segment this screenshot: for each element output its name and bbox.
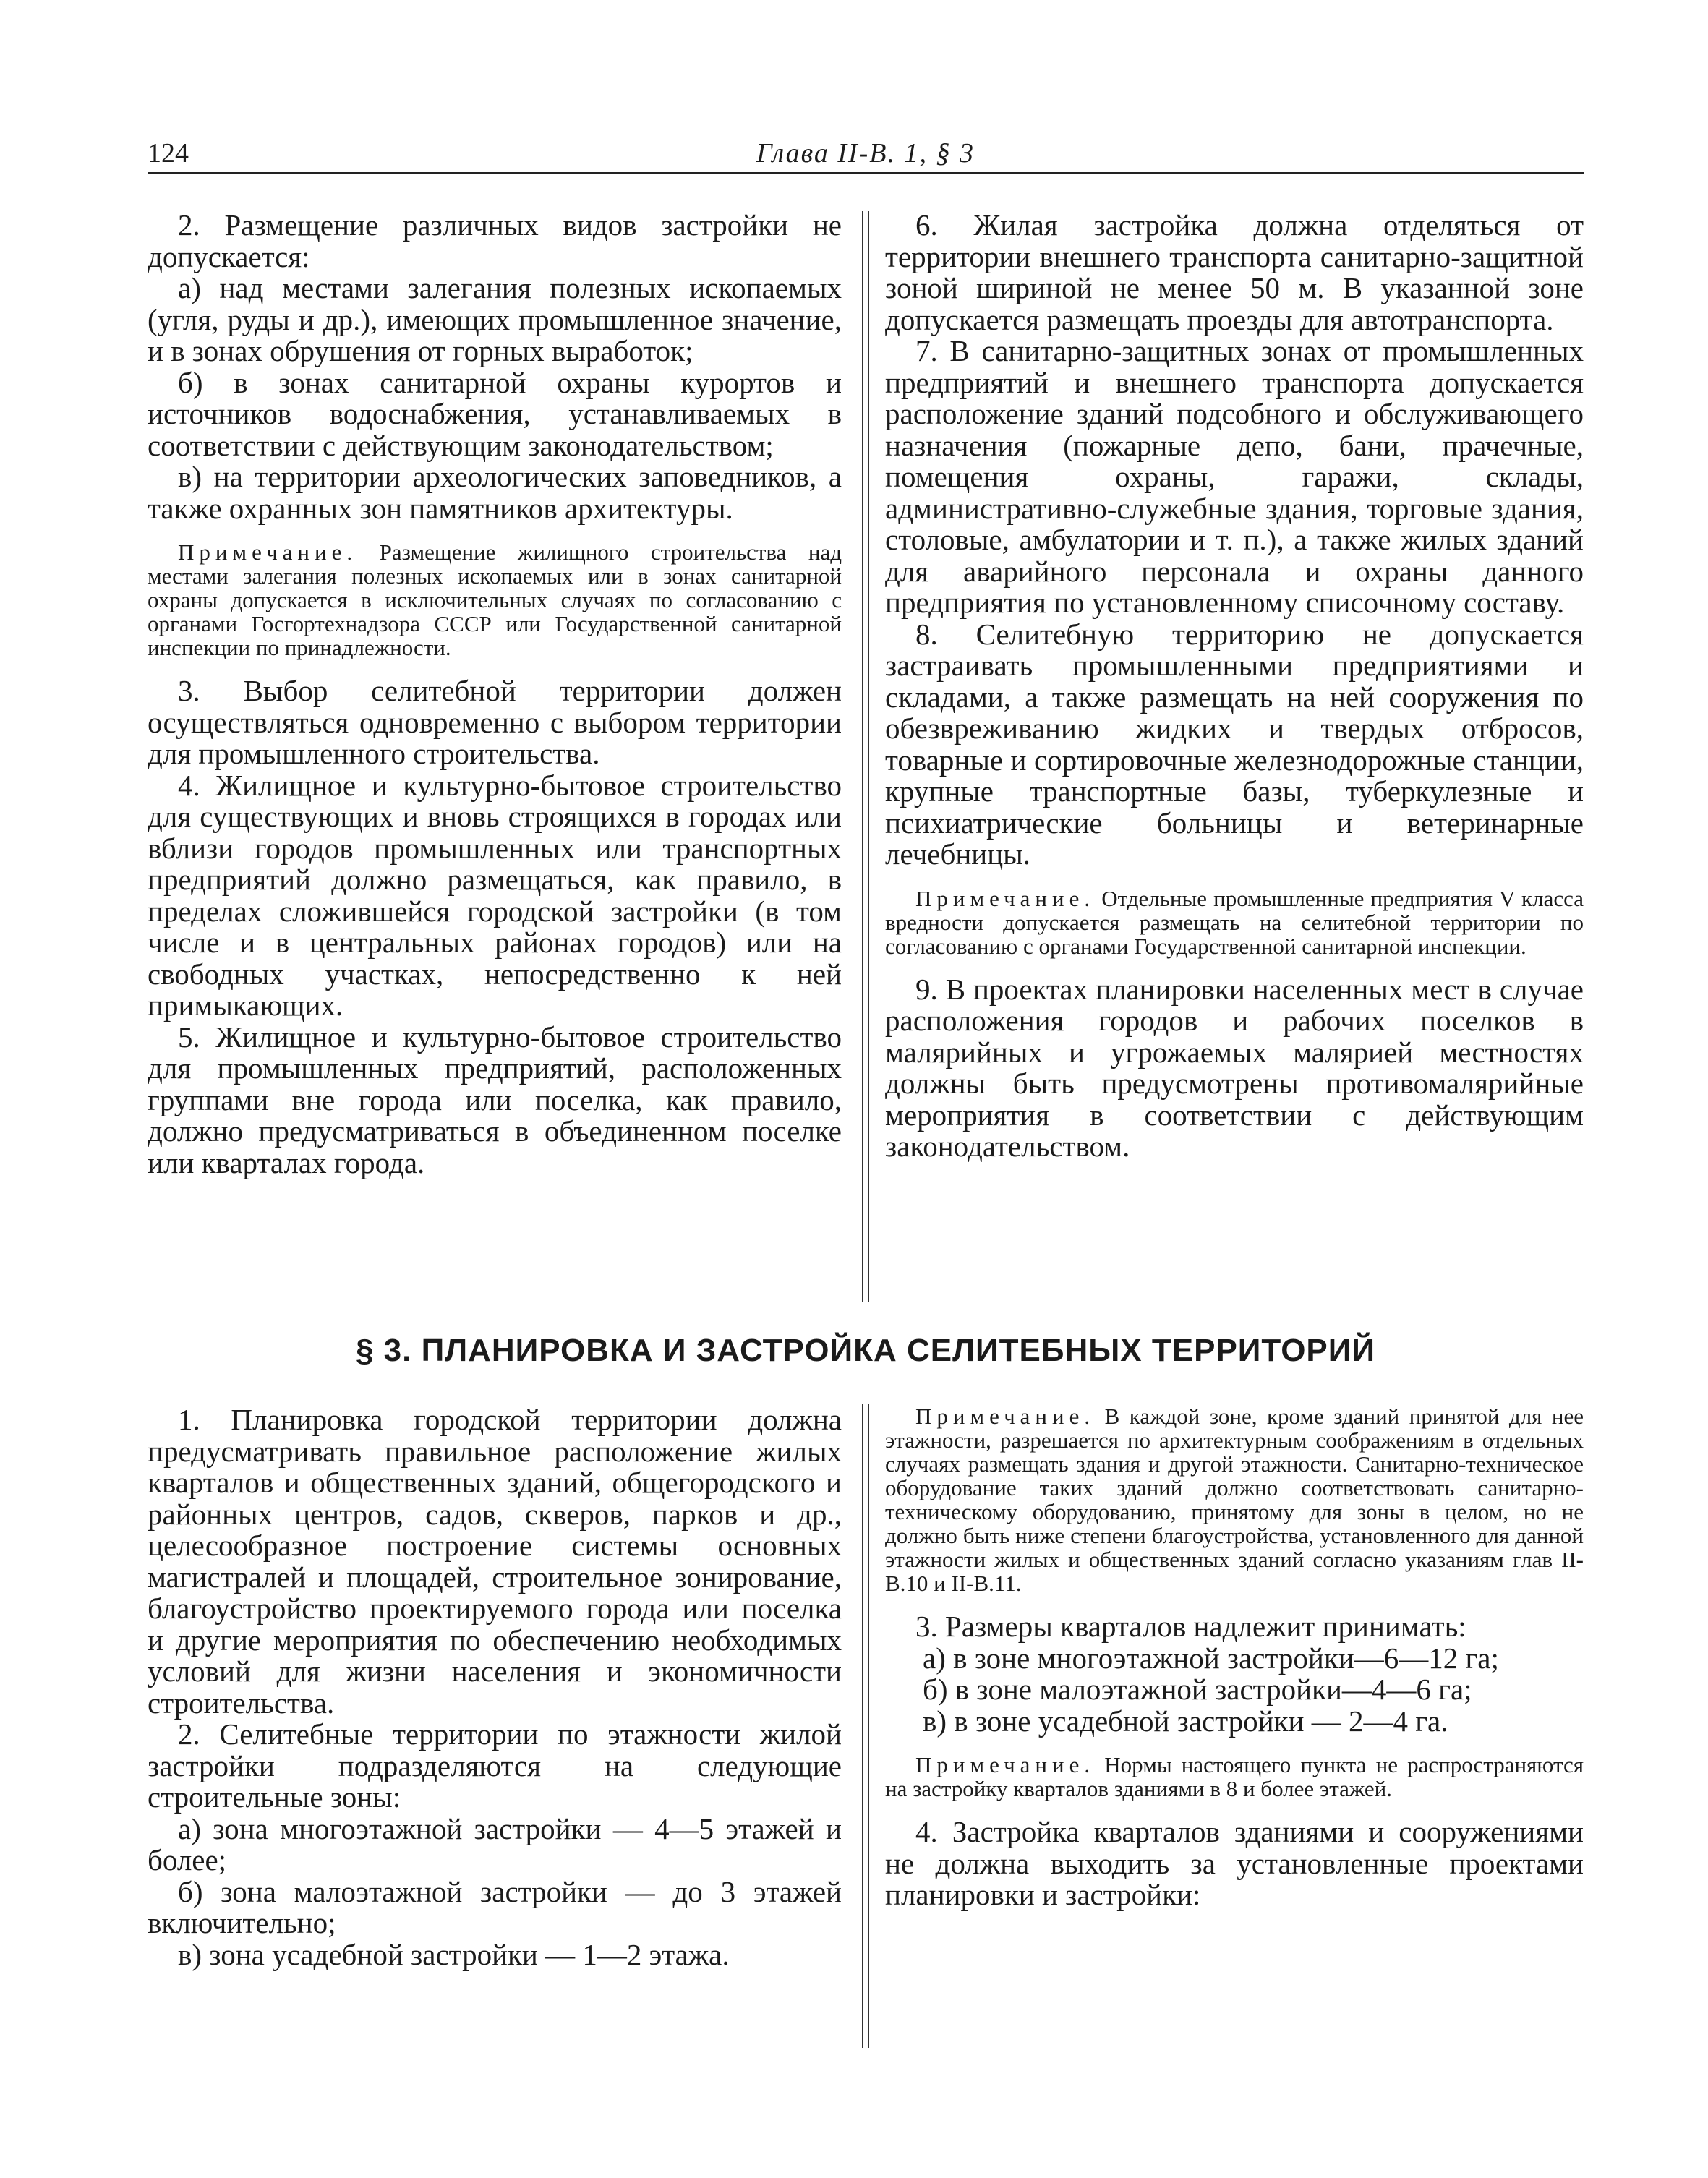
paragraph: 9. В проектах планировки населенных мест в случае расположения городов и рабочих поселков в малярийных и угрожаемых малярией местностях должны быть предусмотрены противомалярийные мероприятия в соответствии с действующим законодательством. xyxy=(885,972,1584,1163)
paragraph: 7. В санитарно-защитных зонах от промышленных предприятий и внешнего транспорта допускается расположение зданий подсобного и обслуживающего назначения (пожарные депо, бани, прачечные, помещения охраны, гаражи, склады, административно-служебные здания, торговые здания, столовые, амбулатории и т. п.), а также жилых зданий для аварийного персонала и охраны данного предприятия по установленному списочному составу. xyxy=(885,334,1584,619)
note-text: В каждой зоне, кроме зданий принятой для нее этажности, разрешается по архитектурным соображениям в отдельных случаях размещать здания и другой этажности. Санитарно-техническое оборудование таких зданий должно соответствовать санитарно-техническому оборудованию, принятому для зоны в целом, но не должно быть ниже степени благоустройства, установленного для данной этажности жилых и общественных зданий согласно указаниям глав II-В.10 и II-В.11. xyxy=(885,1404,1584,1596)
list-item: а) зона многоэтажной застройки — 4—5 этажей и более; xyxy=(148,1811,842,1876)
note-text: Нормы настоящего пункта не распространяются на застройку кварталов зданиями в 8 и более этажей. xyxy=(885,1752,1584,1801)
note xyxy=(885,1753,1584,1801)
paragraph: 3. Размеры кварталов надлежит принимать: xyxy=(915,1610,1466,1643)
list-item: б) зона малоэтажной застройки — до 3 этажей включительно; xyxy=(148,1874,842,1939)
note-text: Размещение жилищного строительства над местами залегания полезных ископаемых или в зонах санитарной охраны допускается в исключительных случаях по согласованию с органами Госгортехнадзора СССР или Государственной санитарной инспекции по принадлежности. xyxy=(148,539,842,660)
list-item: в) в зоне усадебной застройки — 2—4 га. xyxy=(923,1704,1448,1738)
note xyxy=(148,540,842,659)
note-label: Примечание. xyxy=(915,1404,1096,1429)
paragraph: 1. Планировка городской территории должна предусматривать правильное расположение жилых кварталов и общественных зданий, общегородского и районных центров, садов, скверов, парков и др., целесообразное построение системы основных магистралей и площадей, строительное зонирование, благоустройство проектируемого города или поселка и другие мероприятия по обеспечению необходимых условий для жизни населения и экономичности строительства. xyxy=(148,1403,842,1720)
column-divider xyxy=(862,211,863,1302)
list-item: в) зона усадебной застройки — 1—2 этажа. xyxy=(178,1937,730,1971)
paragraph: 4. Застройка кварталов зданиями и сооружениями не должна выходить за установленные проектами планировки и застройки: xyxy=(885,1815,1584,1911)
bottom-right-column xyxy=(885,1404,1584,1911)
paragraph: 4. Жилищное и культурно-бытовое строительство для существующих и вновь строящихся в городах или вблизи городов промышленных или транспортных предприятий должно размещаться, как правило, в пределах сложившейся городской застройки (в том числе и в центральных районах городов) или на свободных участках, непосредственно к ней примыкающих. xyxy=(148,768,842,1022)
note-label: Примечание. xyxy=(915,885,1096,911)
top-right-column xyxy=(885,210,1584,1163)
note xyxy=(885,1404,1584,1595)
top-left-column xyxy=(148,210,842,1179)
paragraph: 2. Селитебные территории по этажности жилой застройки подразделяются на следующие строительные зоны: xyxy=(148,1717,842,1814)
note-label: Примечание. xyxy=(178,539,358,565)
column-divider xyxy=(868,1404,869,2048)
section-title: § 3. ПЛАНИРОВКА И ЗАСТРОЙКА СЕЛИТЕБНЫХ ТЕРРИТОРИЙ xyxy=(355,1333,1376,1368)
note-text: Отдельные промышленные предприятия V класса вредности допускается размещать на селитебной территории по согласованию с органами Государственной санитарной инспекции. xyxy=(885,885,1584,959)
paragraph: 5. Жилищное и культурно-бытовое строительство для промышленных предприятий, расположенных группами вне города или поселка, как правило, должно предусматриваться в объединенном поселке или кварталах города. xyxy=(148,1020,842,1179)
list-item: а) в зоне многоэтажной застройки—6—12 га; xyxy=(923,1641,1499,1675)
list-item: а) над местами залегания полезных ископаемых (угля, руды и др.), имеющих промышленное значение, и в зонах обрушения от горных выработок; xyxy=(148,271,842,367)
page-header xyxy=(148,137,1584,171)
page-number: 124 xyxy=(148,138,189,168)
note-label: Примечание. xyxy=(915,1752,1096,1777)
running-head: Глава II-В. 1, § 3 xyxy=(756,138,975,168)
list-item: б) в зоне малоэтажной застройки—4—6 га; xyxy=(923,1673,1472,1706)
paragraph: 3. Выбор селитебной территории должен осуществляться одновременно с выбором территории для промышленного строительства. xyxy=(148,674,842,770)
note xyxy=(885,887,1584,958)
paragraph: 8. Селитебную территорию не допускается застраивать промышленными предприятиями и складами, а также размещать на ней сооружения по обезвреживанию жидких и твердых отбросов, товарные и сортировочные железнодорожные станции, крупные транспортные базы, туберкулезные и психиатрические больницы и ветеринарные лечебницы. xyxy=(885,617,1584,871)
column-divider xyxy=(862,1404,863,2048)
list-item: б) в зонах санитарной охраны курортов и источников водоснабжения, устанавливаемых в соответствии с действующим законодательством; xyxy=(148,365,842,462)
bottom-left-column xyxy=(148,1404,842,1970)
column-divider xyxy=(868,211,869,1302)
paragraph: 2. Размещение различных видов застройки не допускается: xyxy=(148,208,842,273)
header-rule xyxy=(148,172,1584,174)
list-item: в) на территории археологических заповедников, а также охранных зон памятников архитектуры. xyxy=(148,460,842,525)
paragraph: 6. Жилая застройка должна отделяться от территории внешнего транспорта санитарно-защитной зоной шириной не менее 50 м. В указанной зоне допускается размещать проезды для автотранспорта. xyxy=(885,208,1584,336)
